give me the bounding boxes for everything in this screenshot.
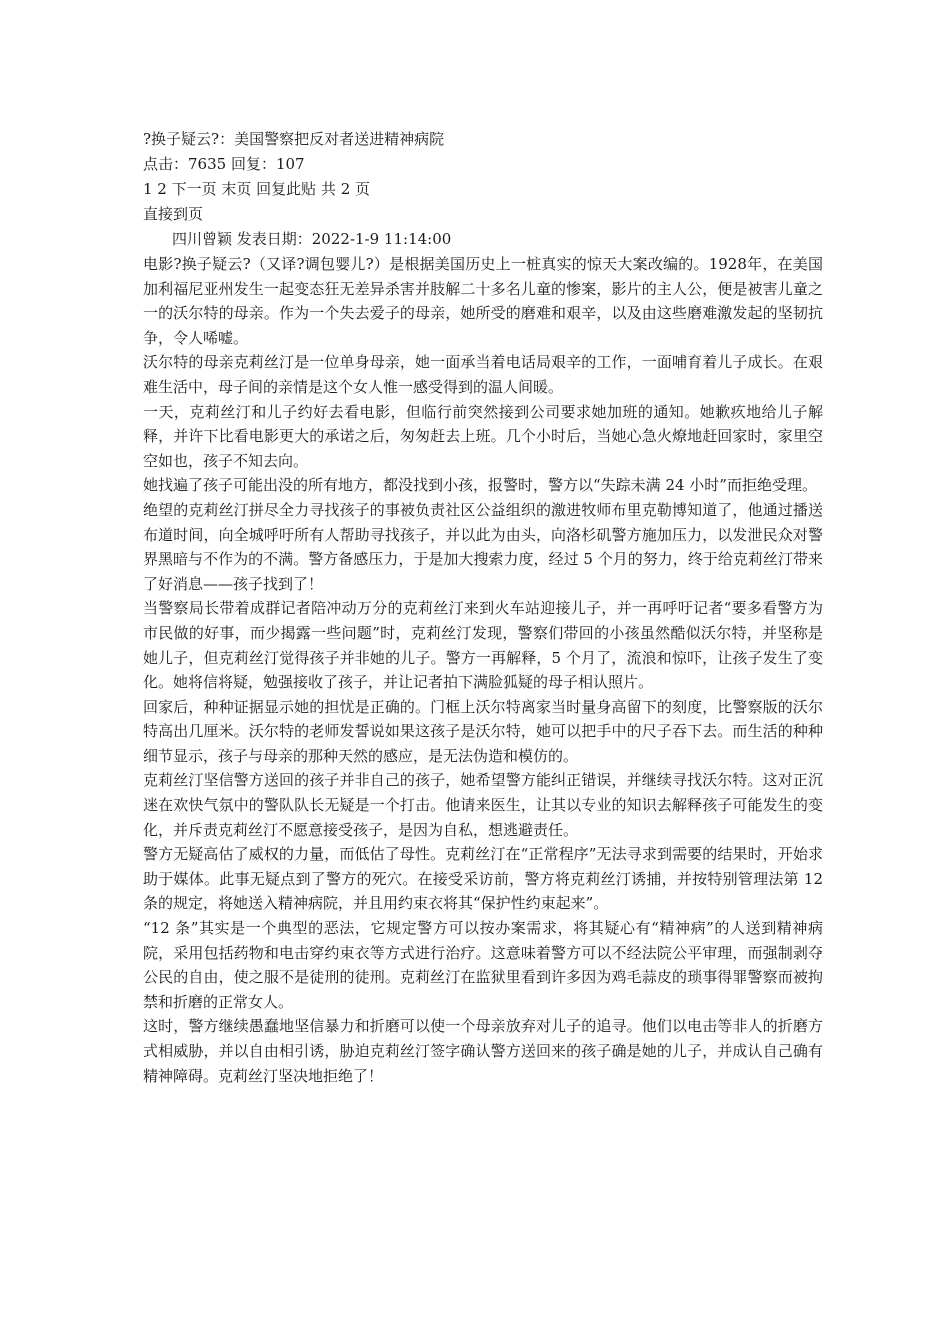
document-page xyxy=(143,127,823,1088)
paragraph-11: 这时，警方继续愚蠢地坚信暴力和折磨可以使一个母亲放弃对儿子的追寻。他们以电击等非人的折磨方式相威胁，并以自由相引诱，胁迫克莉丝汀签字确认警方送回来的孩子确是她的儿子，并成认自己确有精神障碍。克莉丝汀坚决地拒绝了！ xyxy=(143,1017,823,1085)
paragraph-7: 回家后，种种证据显示她的担忧是正确的。门框上沃尔特离家当时量身高留下的刻度，比警察版的沃尔特高出几厘米。沃尔特的老师发誓说如果这孩子是沃尔特，她可以把手中的尺子吞下去。而生活的种种细节显示，孩子与母亲的那种天然的感应，是无法伪造和模仿的。 xyxy=(143,697,823,765)
post-stats: 点击：7635 回复：107 xyxy=(143,155,305,173)
jump-to-page[interactable]: 直接到页 xyxy=(143,205,204,223)
paragraph-2: 沃尔特的母亲克莉丝汀是一位单身母亲，她一面承当着电话局艰辛的工作，一面哺育着儿子成长。在艰难生活中，母子间的亲情是这个女人惟一感受得到的温人间暖。 xyxy=(143,353,823,396)
paragraph-5: 绝望的克莉丝汀拼尽全力寻找孩子的事被负责社区公益组织的激进牧师布里克勒博知道了，他通过播送布道时间，向全城呼吁所有人帮助寻找孩子，并以此为由头，向洛杉矶警方施加压力，以发泄民众对警界黑暗与不作为的不满。警方备感压力，于是加大搜索力度，经过 5 个月的努力，终于给克莉丝汀带来了好消息——孩子找到了！ xyxy=(143,500,823,593)
paragraph-3: 一天，克莉丝汀和儿子约好去看电影，但临行前突然接到公司要求她加班的通知。她歉疚地给儿子解释，并许下比看电影更大的承诺之后，匆匆赶去上班。几个小时后，当她心急火燎地赶回家时，家里空空如也，孩子不知去向。 xyxy=(143,402,823,470)
paragraph-8: 克莉丝汀坚信警方送回的孩子并非自己的孩子，她希望警方能纠正错误，并继续寻找沃尔特。这对正沉迷在欢快气氛中的警队队长无疑是一个打击。他请来医生，让其以专业的知识去解释孩子可能发生的变化，并斥责克莉丝汀不愿意接受孩子，是因为自私，想逃避责任。 xyxy=(143,771,823,839)
paragraph-4: 她找遍了孩子可能出没的所有地方，都没找到小孩，报警时，警方以“失踪未满 24 小时”而拒绝受理。 xyxy=(143,476,817,495)
paragraph-6: 当警察局长带着成群记者陪冲动万分的克莉丝汀来到火车站迎接儿子，并一再呼吁记者“要多看警方为市民做的好事，而少揭露一些问题”时，克莉丝汀发现，警察们带回的小孩虽然酷似沃尔特，并坚称是她儿子，但克莉丝汀觉得孩子并非她的儿子。警方一再解释，5 个月了，流浪和惊吓，让孩子发生了变化。她将信将疑，勉强接收了孩子，并让记者拍下满脸狐疑的母子相认照片。 xyxy=(143,599,823,692)
post-title: ?换子疑云?：美国警察把反对者送进精神病院 xyxy=(143,130,445,148)
paragraph-1: 电影?换子疑云?（又译?调包婴儿?）是根据美国历史上一桩真实的惊天大案改编的。1928年，在美国加利福尼亚州发生一起变态狂无差异杀害并肢解二十多名儿童的惨案，影片的主人公，便是被害儿童之一的沃尔特的母亲。作为一个失去爱子的母亲，她所受的磨难和艰辛，以及由这些磨难激发起的坚韧抗争，令人唏嘘。 xyxy=(143,255,823,347)
paragraph-9: 警方无疑高估了威权的力量，而低估了母性。克莉丝汀在“正常程序”无法寻求到需要的结果时，开始求助于媒体。此事无疑点到了警方的死穴。在接受采访前，警方将克莉丝汀诱捕，并按特别管理法第 12 条的规定，将她送入精神病院，并且用约束衣将其“保护性约束起来”。 xyxy=(143,845,823,913)
pagination-bar[interactable]: 1 2 下一页 末页 回复此贴 共 2 页 xyxy=(143,180,371,198)
post-byline: 四川曾颖 发表日期：2022-1-9 11:14:00 xyxy=(172,230,452,248)
paragraph-10: “12 条”其实是一个典型的恶法，它规定警方可以按办案需求，将其疑心有“精神病”的人送到精神病院，采用包括药物和电击穿约束衣等方式进行治疗。这意味着警方可以不经法院公平审理，而强制剥夺公民的自由，使之服不是徒刑的徒刑。克莉丝汀在监狱里看到许多因为鸡毛蒜皮的琐事得罪警察而被拘禁和折磨的正常女人。 xyxy=(143,919,823,1011)
